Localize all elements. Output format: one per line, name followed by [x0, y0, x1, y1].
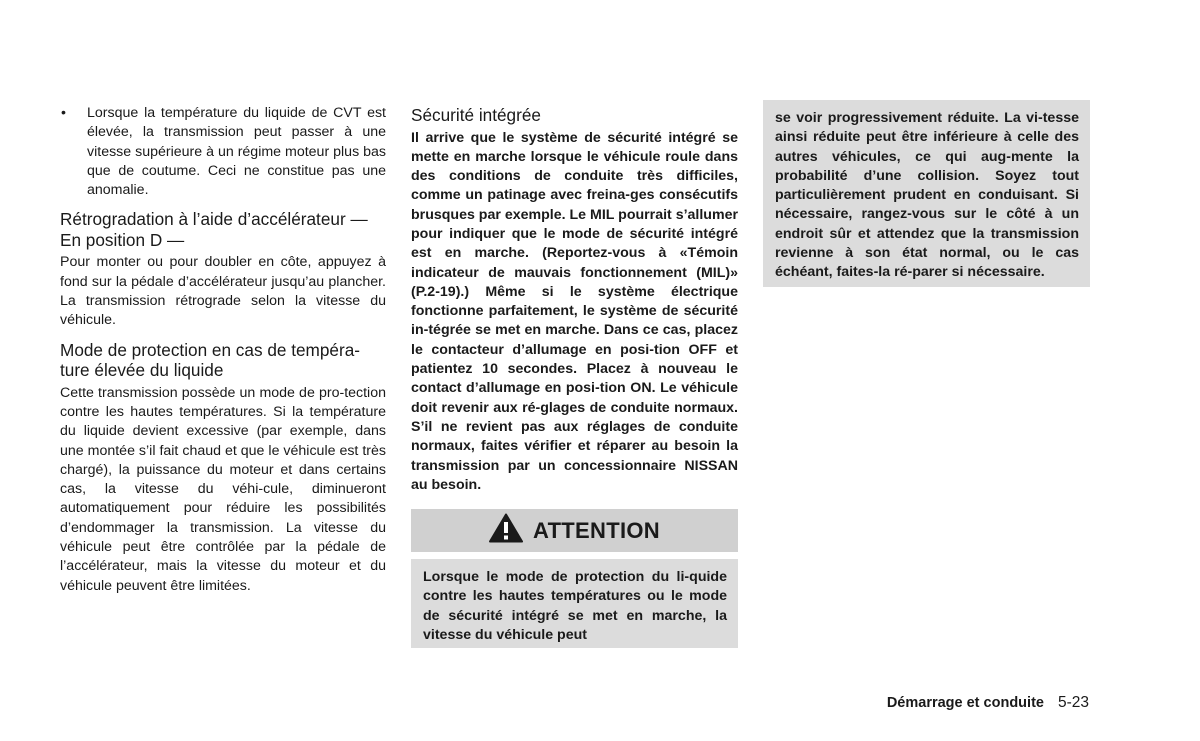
page-footer — [887, 694, 1089, 712]
left-column — [60, 104, 386, 596]
attention-continuation-box — [763, 100, 1090, 287]
attention-body — [411, 559, 738, 648]
bullet-symbol: • — [61, 105, 66, 121]
middle-column — [411, 105, 738, 648]
page-number: 5-23 — [1057, 694, 1089, 711]
attention-title: ATTENTION — [533, 517, 660, 543]
footer-section-title: Démarrage et conduite — [886, 695, 1044, 711]
paragraph-kickdown: Pour monter ou pour doubler en côte, appuyez à fond sur la pédale d’accélérateur jusqu’au plancher. La transmission rétrograde selon la vitesse du véhicule. — [60, 254, 386, 329]
bullet-text: Lorsque la température du liquide de CVT est élevée, la transmission peut passer à une vitesse supérieure à un régime moteur plus bas que de coutume. Ceci ne constitue pas une anomalie. — [87, 105, 386, 199]
paragraph-fail-safe: Il arrive que le système de sécurité intégré se mette en marche lorsque le véhicule roule dans des conditions de conduite très difficiles, comme un patinage avec freina-ges consécutifs brusques par exemple. Le MIL pourrait s’allumer pour indiquer que le mode de sécurité intégré est en marche. (Reportez-vous à «Témoin indicateur de mauvais fonctionnement (MIL)» (P.2-19).) Même si le système électrique fonctionne parfaitement, le système de sécurité in-tégrée se met en marche. Dans ce cas, placez le contacteur d’allumage en posi-tion OFF et patientez 10 secondes. Placez à nouveau le contact d’allumage en posi-tion ON. Le véhicule doit revenir aux ré-glages de conduite normaux. S’il ne revient pas aux réglages de conduite normaux, faites vérifier et réparer au besoin la transmission par un concessionnaire NISSAN au besoin. — [411, 129, 738, 493]
heading-fail-safe: Sécurité intégrée — [411, 105, 541, 125]
warning-triangle-icon — [489, 513, 523, 548]
attention-text: Lorsque le mode de protection du li-quide contre les hautes températures ou le mode de sécurité intégré se met en marche, la vitesse du véhicule peut — [423, 569, 727, 644]
right-column — [763, 100, 1090, 287]
bullet-item — [60, 104, 386, 200]
heading-kickdown: Rétrogradation à l’aide d’accélérateur — En position D — — [60, 209, 368, 250]
paragraph-fluid-temp-protection: Cette transmission possède un mode de pro-tection contre les hautes températures. Si la température du liquide devient excessive (par exemple, dans une montée s’il fait chaud et que le véhicule est très chargé), la puissance du moteur et dans certains cas, la vitesse du véhi-cule, diminueront automatiquement pour réduire les possibilités d’endommager la transmission. La vitesse du véhicule peut être contrôlée par la pédale de l’accélérateur, mais la vitesse du moteur et du véhicule peuvent être limitées. — [60, 384, 386, 594]
attention-header — [411, 509, 738, 552]
heading-fluid-temp-protection: Mode de protection en cas de tempéra-ture élevée du liquide — [60, 339, 361, 381]
attention-continuation-text: se voir progressivement réduite. La vi-tesse ainsi réduite peut être inférieure à celle des autres véhicules, ce qui aug-mente la probabilité d’une collision. Soyez tout particulièrement prudent en conduisant. Si nécessaire, rangez-vous sur le côté à un endroit sûr et attendez que la transmission revienne à son état normal, ou le cas échéant, faites-la ré-parer si nécessaire. — [775, 110, 1079, 281]
